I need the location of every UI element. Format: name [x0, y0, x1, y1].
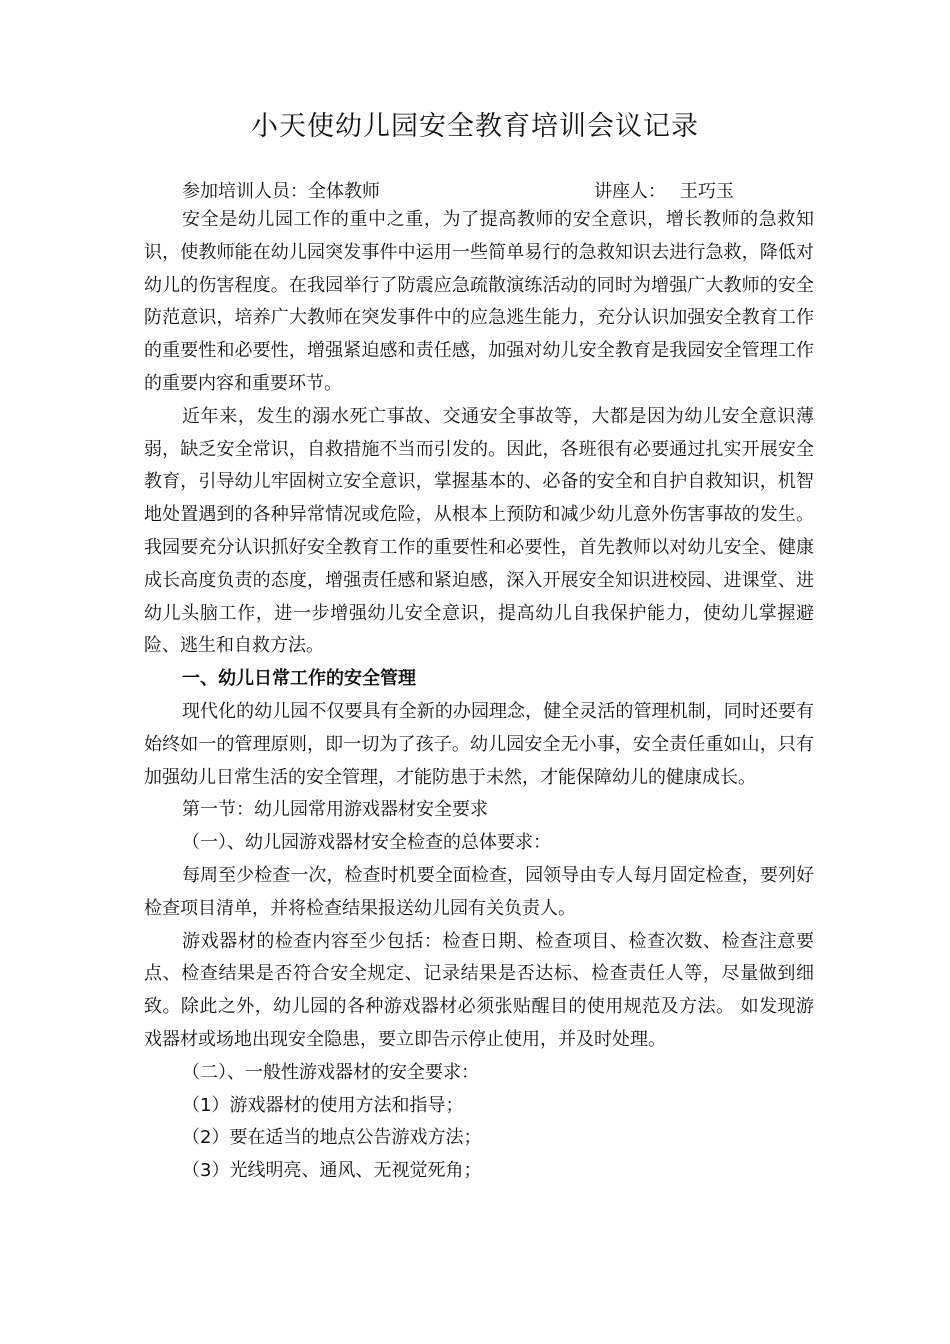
- paragraph: 每周至少检查一次，检查时机要全面检查，园领导由专人每月固定检查，要列好检查项目清单，并将检查结果报送幼儿园有关负责人。: [144, 864, 814, 919]
- document-title: 小天使幼儿园安全教育培训会议记录: [251, 111, 699, 142]
- meeting-meta: [182, 178, 822, 206]
- subsection-heading: （二）、一般性游戏器材的安全要求：: [182, 1061, 479, 1083]
- list-item: （1）游戏器材的使用方法和指导；: [182, 1094, 464, 1116]
- paragraph: 安全是幼儿园工作的重中之重，为了提高教师的安全意识，增长教师的急救知识，使教师能在幼儿园突发事件中运用一些简单易行的急救知识去进行急救，降低对幼儿的伤害程度。在我园举行了防震应急疏散演练活动的同时为增强广大教师的安全防范意识，培养广大教师在突发事件中的应急逃生能力，充分认识加强安全教育工作的重要性和必要性，增强紧迫感和责任感，加强对幼儿安全教育是我园安全管理工作的重要内容和重要环节。: [144, 209, 814, 394]
- document-body: [144, 204, 814, 1188]
- participants-line: 参加培训人员：全体教师: [182, 181, 380, 202]
- paragraph: 近年来，发生的溺水死亡事故、交通安全事故等，大都是因为幼儿安全意识薄弱，缺乏安全常识，自救措施不当而引发的。因此，各班很有必要通过扎实开展安全教育，引导幼儿牢固树立安全意识，掌握基本的、必备的安全和自护自救知识，机智地处置遇到的各种异常情况或危险，从根本上预防和减少幼儿意外伤害事故的发生。我园要充分认识抓好安全教育工作的重要性和必要性，首先教师以对幼儿安全、健康成长高度负责的态度，增强责任感和紧迫感，深入开展安全知识进校园、进课堂、进幼儿头脑工作，进一步增强幼儿安全意识，提高幼儿自我保护能力，使幼儿掌握避险、逃生和自救方法。: [144, 405, 814, 657]
- paragraph: 游戏器材的检查内容至少包括：检查日期、检查项目、检查次数、检查注意要点、检查结果是否符合安全规定、记录结果是否达标、检查责任人等，尽量做到细致。除此之外，幼儿园的各种游戏器材必须张贴醒目的使用规范及方法。 如发现游戏器材或场地出现安全隐患，要立即告示停止使用，并及时处理。: [144, 930, 814, 1050]
- lecturer-label: 讲座人：: [594, 181, 666, 202]
- subsection-heading: （一）、幼儿园游戏器材安全检查的总体要求：: [182, 832, 551, 854]
- lecturer-line: [594, 178, 734, 206]
- list-item: （3）光线明亮、通风、无视觉死角；: [182, 1160, 482, 1182]
- subsection-heading: 第一节：幼儿园常用游戏器材安全要求: [182, 799, 488, 821]
- list-item: （2）要在适当的地点公告游戏方法；: [182, 1127, 482, 1149]
- lecturer-name: 王巧玉: [680, 181, 734, 202]
- paragraph: 现代化的幼儿园不仅要具有全新的办园理念，健全灵活的管理机制，同时还要有始终如一的管理原则，即一切为了孩子。幼儿园安全无小事，安全责任重如山，只有加强幼儿日常生活的安全管理，才能防患于未然，才能保障幼儿的健康成长。: [144, 700, 814, 788]
- section-heading: 一、幼儿日常工作的安全管理: [182, 668, 416, 690]
